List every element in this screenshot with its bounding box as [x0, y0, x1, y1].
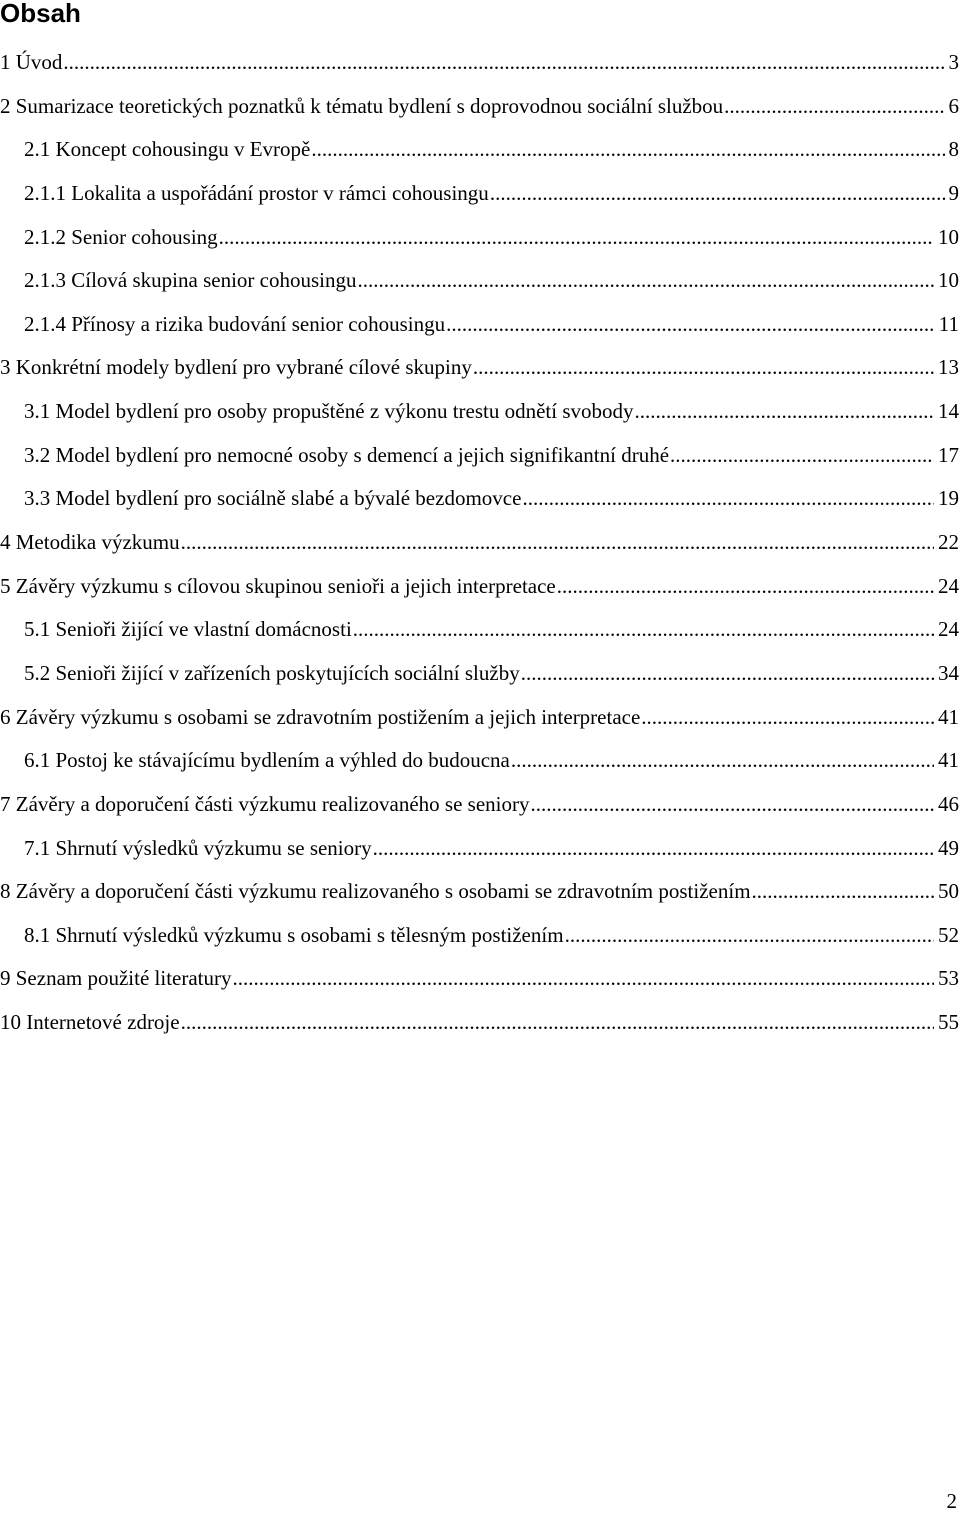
toc-entry-number: 3.3	[24, 486, 51, 511]
toc-entry[interactable]	[0, 216, 960, 260]
toc-entry-page: 41	[938, 704, 959, 729]
toc-entry-title: Sumarizace teoretických poznatků k tématu bydlení s doprovodnou sociální službou	[15, 93, 724, 118]
toc-entry-label	[24, 259, 356, 303]
toc-entry-number: 7.1	[24, 835, 51, 860]
toc-entry[interactable]	[0, 521, 960, 565]
toc-entry-label	[0, 41, 62, 85]
toc-entry-title: Metodika výzkumu	[15, 530, 180, 555]
dot-leader	[473, 346, 934, 390]
toc-entry-title: Lokalita a uspořádání prostor v rámci cohousingu	[71, 180, 489, 205]
toc-entry-label	[24, 652, 520, 696]
toc-entry-label	[24, 390, 634, 434]
toc-entry-label	[24, 914, 564, 958]
toc-entry-number: 5.1	[24, 617, 51, 642]
toc-entry[interactable]	[0, 434, 960, 478]
toc-entry-label	[24, 216, 218, 260]
toc-entry-page: 53	[938, 966, 959, 991]
toc-entry-page: 41	[938, 748, 959, 773]
toc-entry-number: 2.1.4	[24, 311, 66, 336]
dot-leader	[353, 608, 934, 652]
toc-entry-label	[0, 1001, 180, 1045]
dot-leader	[641, 696, 934, 740]
toc-entry-title: Internetové zdroje	[26, 1010, 180, 1035]
toc-entry-page: 14	[938, 399, 959, 424]
toc-entry-title: Shrnutí výsledků výzkumu se seniory	[55, 835, 372, 860]
dot-leader	[311, 128, 944, 172]
toc-entry[interactable]	[0, 783, 960, 827]
dot-leader	[490, 172, 945, 216]
toc-entry-label	[24, 827, 372, 871]
page-title: Obsah	[0, 0, 81, 28]
toc-entry-page: 9	[948, 180, 959, 205]
toc-entry-number: 5.2	[24, 660, 51, 685]
toc-entry-number: 4	[0, 530, 11, 555]
toc-entry-number: 8.1	[24, 922, 51, 947]
toc-entry-number: 2.1.3	[24, 268, 66, 293]
toc-entry[interactable]	[0, 1001, 960, 1045]
toc-entry[interactable]	[0, 914, 960, 958]
toc-entry[interactable]	[0, 739, 960, 783]
toc-entry-title: Přínosy a rizika budování senior cohousingu	[71, 311, 446, 336]
toc-entry-number: 5	[0, 573, 11, 598]
table-of-contents	[0, 41, 960, 1045]
page-number: 2	[946, 1489, 957, 1513]
toc-entry-label	[24, 739, 510, 783]
toc-entry-label	[0, 521, 180, 565]
toc-entry-number: 3.1	[24, 399, 51, 424]
toc-entry[interactable]	[0, 128, 960, 172]
dot-leader	[522, 477, 934, 521]
toc-entry-label	[24, 608, 352, 652]
toc-entry-page: 49	[938, 835, 959, 860]
toc-entry-title: Koncept cohousingu v Evropě	[55, 137, 311, 162]
toc-entry-label	[0, 957, 232, 1001]
toc-entry-title: Závěry výzkumu s osobami se zdravotním postižením a jejich interpretace	[15, 704, 641, 729]
toc-entry-page: 24	[938, 617, 959, 642]
toc-entry[interactable]	[0, 172, 960, 216]
toc-entry[interactable]	[0, 827, 960, 871]
toc-entry-page: 52	[938, 922, 959, 947]
toc-entry-page: 8	[948, 137, 959, 162]
toc-entry-page: 50	[938, 879, 959, 904]
toc-entry-page: 55	[938, 1010, 959, 1035]
toc-entry-number: 2.1.2	[24, 224, 66, 249]
toc-entry-label	[24, 128, 310, 172]
toc-entry-label	[0, 565, 556, 609]
toc-entry-title: Závěry a doporučení části výzkumu realizovaného s osobami se zdravotním postižením	[15, 879, 751, 904]
toc-entry[interactable]	[0, 870, 960, 914]
dot-leader	[233, 957, 934, 1001]
dot-leader	[521, 652, 934, 696]
toc-entry-title: Seznam použité literatury	[15, 966, 232, 991]
toc-entry-number: 2.1	[24, 137, 51, 162]
toc-entry-label	[0, 85, 723, 129]
toc-entry-title: Senioři žijící ve vlastní domácnosti	[55, 617, 352, 642]
toc-entry-number: 6.1	[24, 748, 51, 773]
toc-entry[interactable]	[0, 565, 960, 609]
dot-leader	[446, 303, 935, 347]
dot-leader	[181, 521, 934, 565]
toc-entry-number: 10	[0, 1010, 21, 1035]
toc-entry[interactable]	[0, 390, 960, 434]
dot-leader	[557, 565, 934, 609]
toc-entry-title: Závěry výzkumu s cílovou skupinou senioři a jejich interpretace	[15, 573, 556, 598]
toc-entry-title: Senior cohousing	[71, 224, 218, 249]
toc-entry-page: 22	[938, 530, 959, 555]
dot-leader	[219, 216, 934, 260]
dot-leader	[181, 1001, 934, 1045]
dot-leader	[511, 739, 934, 783]
dot-leader	[724, 85, 944, 129]
toc-entry-number: 3	[0, 355, 11, 380]
dot-leader	[635, 390, 934, 434]
toc-entry[interactable]	[0, 652, 960, 696]
toc-entry[interactable]	[0, 41, 960, 85]
toc-entry-title: Úvod	[15, 50, 63, 74]
toc-entry-label	[24, 434, 669, 478]
dot-leader	[63, 41, 944, 85]
toc-entry-title: Senioři žijící v zařízeních poskytujících sociální služby	[55, 660, 520, 685]
toc-entry-number: 8	[0, 879, 11, 904]
toc-entry-label	[0, 783, 529, 827]
toc-entry[interactable]	[0, 696, 960, 740]
toc-entry-number: 2.1.1	[24, 180, 66, 205]
toc-entry-label	[0, 696, 640, 740]
toc-entry-label	[0, 346, 472, 390]
toc-entry[interactable]	[0, 85, 960, 129]
dot-leader	[530, 783, 934, 827]
toc-entry[interactable]	[0, 957, 960, 1001]
toc-entry-page: 6	[948, 93, 959, 118]
toc-entry-page: 11	[938, 311, 959, 336]
toc-entry-number: 7	[0, 791, 11, 816]
toc-entry-title: Cílová skupina senior cohousingu	[71, 268, 357, 293]
toc-entry-number: 1	[0, 50, 11, 74]
toc-entry-title: Model bydlení pro nemocné osoby s demencí a jejich signifikantní druhé	[55, 442, 670, 467]
toc-entry[interactable]	[0, 303, 960, 347]
toc-entry-page: 10	[938, 224, 959, 249]
toc-entry-page: 46	[938, 791, 959, 816]
toc-entry-page: 17	[938, 442, 959, 467]
dot-leader	[752, 870, 934, 914]
toc-entry-label	[0, 870, 751, 914]
toc-entry-title: Shrnutí výsledků výzkumu s osobami s tělesným postižením	[55, 922, 564, 947]
toc-entry-page: 3	[948, 50, 959, 74]
dot-leader	[357, 259, 934, 303]
toc-entry-number: 2	[0, 93, 11, 118]
dot-leader	[373, 827, 934, 871]
toc-entry-label	[24, 172, 489, 216]
toc-entry[interactable]	[0, 346, 960, 390]
toc-entry-page: 34	[938, 660, 959, 685]
toc-entry-page: 19	[938, 486, 959, 511]
toc-entry-title: Model bydlení pro sociálně slabé a bývalé bezdomovce	[55, 486, 522, 511]
toc-entry-page: 10	[938, 268, 959, 293]
toc-entry-number: 9	[0, 966, 11, 991]
toc-entry-title: Konkrétní modely bydlení pro vybrané cílové skupiny	[15, 355, 472, 380]
toc-entry-page: 24	[938, 573, 959, 598]
toc-entry-title: Model bydlení pro osoby propuštěné z výkonu trestu odnětí svobody	[55, 399, 634, 424]
toc-entry[interactable]	[0, 259, 960, 303]
dot-leader	[565, 914, 934, 958]
toc-entry[interactable]	[0, 608, 960, 652]
toc-entry-title: Závěry a doporučení části výzkumu realizovaného se seniory	[15, 791, 530, 816]
toc-entry-number: 6	[0, 704, 11, 729]
dot-leader	[670, 434, 934, 478]
toc-entry-page: 13	[938, 355, 959, 380]
toc-entry-label	[24, 303, 445, 347]
toc-entry-title: Postoj ke stávajícímu bydlením a výhled do budoucna	[55, 748, 510, 773]
toc-entry-label	[24, 477, 521, 521]
toc-entry-number: 3.2	[24, 442, 51, 467]
toc-entry[interactable]	[0, 477, 960, 521]
